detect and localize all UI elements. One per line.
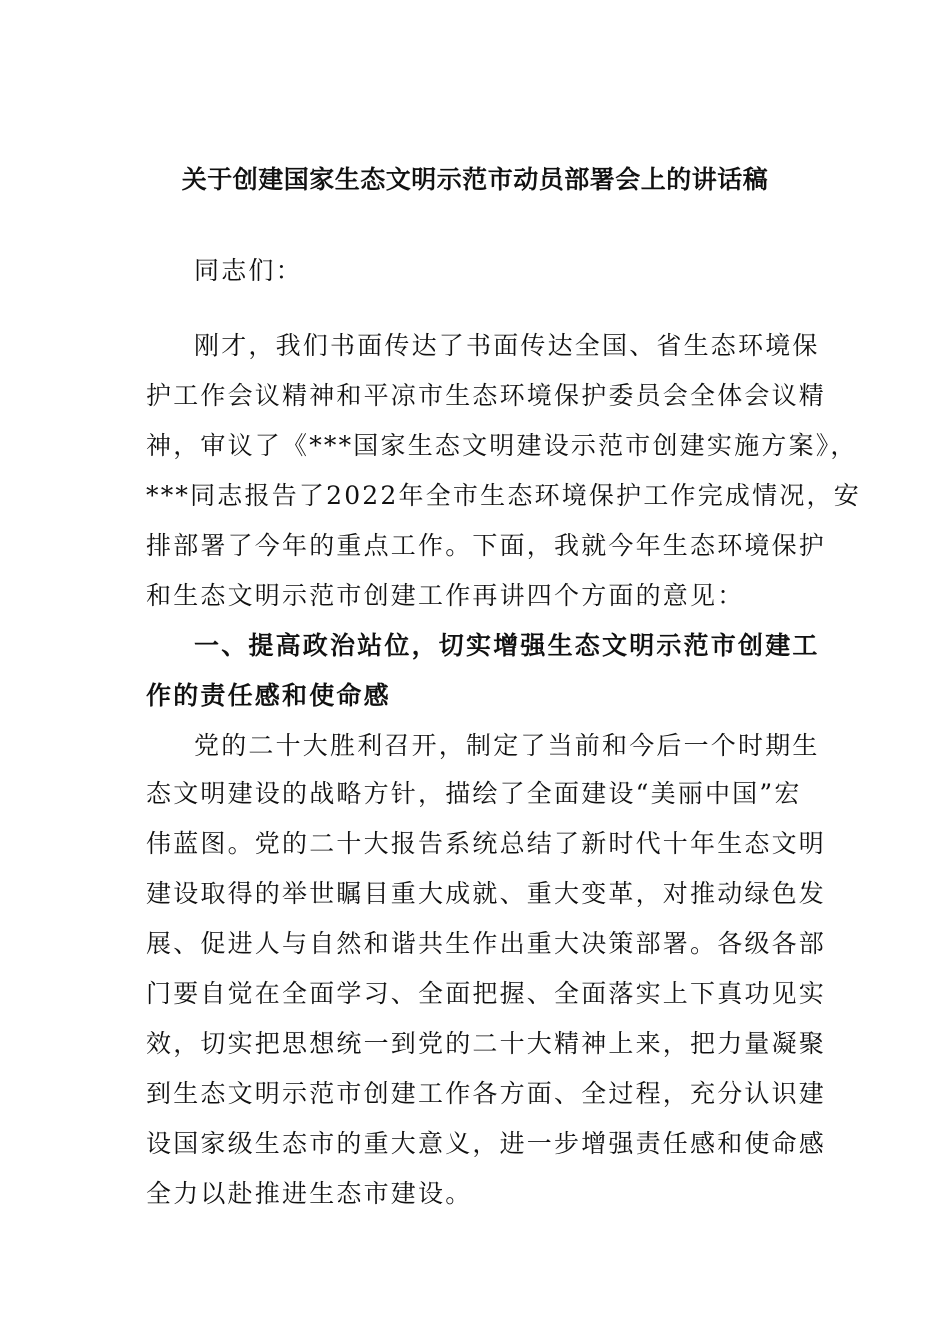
paragraph1-line-1: 刚才，我们书面传达了书面传达全国、省生态环境保 [194, 331, 820, 360]
paragraph1-line-2: 护工作会议精神和平凉市生态环境保护委员会全体会议精 [146, 381, 827, 410]
paragraph2-line-10: 全力以赴推进生态市建设。 [146, 1179, 473, 1208]
heading1-line-1: 一、提高政治站位，切实增强生态文明示范市创建工 [194, 631, 820, 660]
paragraph1-line-4: ***同志报告了2022年全市生态环境保护工作完成情况，安 [146, 481, 861, 510]
paragraph2-line-9: 设国家级生态市的重大意义，进一步增强责任感和使命感 [146, 1129, 827, 1158]
paragraph2-line-6: 门要自觉在全面学习、全面把握、全面落实上下真功见实 [146, 979, 827, 1008]
paragraph2-line-3: 伟蓝图。党的二十大报告系统总结了新时代十年生态文明 [146, 829, 827, 858]
paragraph2-line-8: 到生态文明示范市创建工作各方面、全过程，充分认识建 [146, 1079, 827, 1108]
paragraph1-line-6: 和生态文明示范市创建工作再讲四个方面的意见： [146, 581, 745, 610]
paragraph2-line-2: 态文明建设的战略方针，描绘了全面建设“美丽中国”宏 [146, 779, 802, 808]
document-title: 关于创建国家生态文明示范市动员部署会上的讲话稿 [181, 165, 769, 194]
paragraph2-line-5: 展、促进人与自然和谐共生作出重大决策部署。各级各部 [146, 929, 827, 958]
paragraph2-line-4: 建设取得的举世瞩目重大成就、重大变革，对推动绿色发 [146, 879, 827, 908]
paragraph1-line-5: 排部署了今年的重点工作。下面，我就今年生态环境保护 [146, 531, 827, 560]
heading1-line-2: 作的责任感和使命感 [146, 681, 391, 710]
greeting: 同志们： [194, 256, 303, 285]
paragraph2-line-1: 党的二十大胜利召开，制定了当前和今后一个时期生 [194, 731, 820, 760]
paragraph1-line-3: 神，审议了《***国家生态文明建设示范市创建实施方案》， [146, 431, 858, 460]
paragraph2-line-7: 效，切实把思想统一到党的二十大精神上来，把力量凝聚 [146, 1029, 827, 1058]
